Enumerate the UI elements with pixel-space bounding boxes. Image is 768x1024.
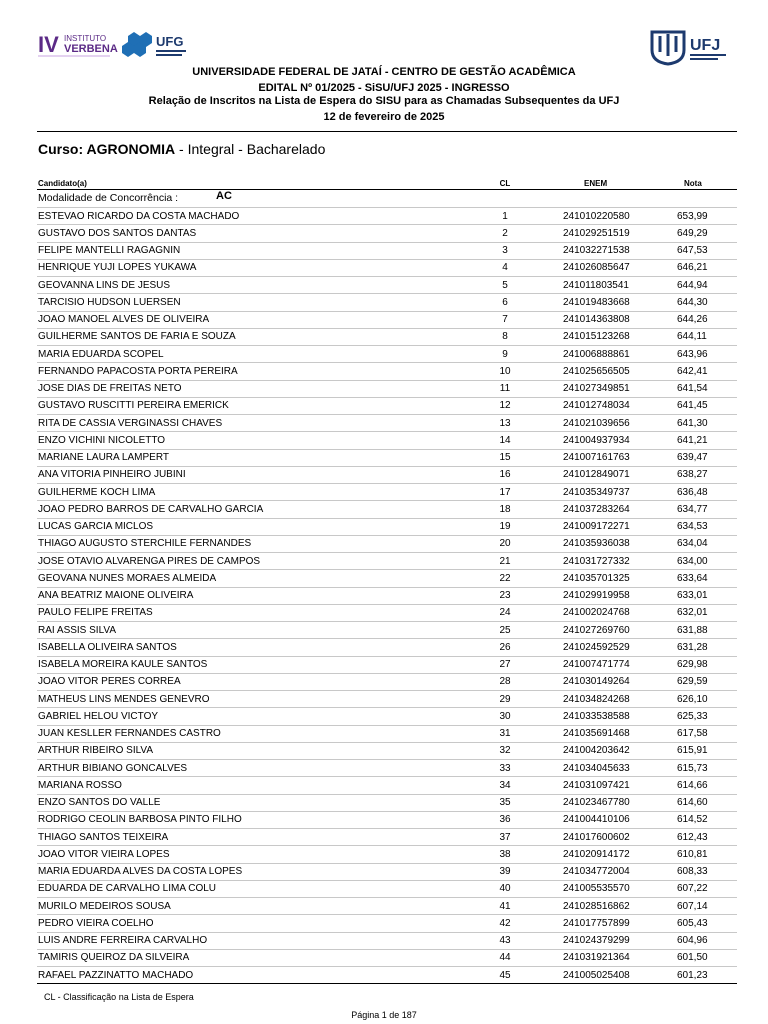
candidate-name: ENZO VICHINI NICOLETTO: [38, 434, 166, 446]
candidate-enem: 241015123268: [563, 331, 630, 343]
modalidade-value: AC: [216, 190, 232, 202]
candidate-cl: 38: [499, 848, 511, 860]
candidate-nota: 638,27: [677, 469, 708, 481]
candidate-nota: 617,58: [677, 728, 708, 739]
candidate-enem: 241010220580: [563, 210, 630, 222]
candidate-cl: 32: [499, 745, 511, 757]
candidate-cl: 5: [502, 279, 508, 291]
candidate-enem: 241034824268: [563, 693, 630, 705]
candidate-nota: 644,30: [677, 296, 708, 308]
candidate-cl: 14: [499, 434, 511, 446]
candidate-nota: 632,01: [677, 607, 708, 619]
candidate-name: ENZO SANTOS DO VALLE: [38, 797, 161, 808]
candidate-name: JOAO MANOEL ALVES DE OLIVEIRA: [38, 314, 210, 325]
table-row: [37, 328, 737, 345]
candidate-name: RAFAEL PAZZINATTO MACHADO: [38, 969, 194, 981]
candidate-cl: 21: [499, 555, 511, 567]
candidate-enem: 241007161763: [563, 452, 630, 463]
candidate-enem: 241019483668: [563, 296, 630, 308]
table-row: [37, 621, 737, 638]
candidate-nota: 615,91: [677, 745, 708, 757]
candidate-nota: 642,41: [677, 365, 708, 377]
candidate-name: GEOVANNA LINS DE JESUS: [38, 279, 171, 291]
candidate-cl: 10: [499, 365, 511, 377]
candidate-cl: 4: [502, 262, 508, 274]
candidate-enem: 241034772004: [563, 866, 630, 877]
table-row: [37, 431, 737, 448]
table-row: [37, 966, 737, 983]
table-row: [37, 397, 737, 414]
candidate-name: GEOVANA NUNES MORAES ALMEIDA: [38, 572, 217, 584]
table-row: [37, 569, 737, 586]
candidate-name: EDUARDA DE CARVALHO LIMA COLU: [38, 883, 217, 895]
table-row: [37, 949, 737, 966]
table-row: [37, 224, 737, 241]
candidate-enem: 241029251519: [563, 227, 630, 239]
candidate-enem: 241012748034: [563, 400, 630, 412]
table-row: [37, 362, 737, 379]
modalidade-row: [38, 190, 232, 204]
candidate-nota: 605,43: [677, 917, 708, 929]
candidate-nota: 634,04: [677, 538, 708, 550]
table-row: [37, 897, 737, 914]
candidate-nota: 631,28: [677, 641, 708, 653]
candidate-enem: 241005535570: [563, 883, 630, 895]
candidate-nota: 614,60: [677, 797, 708, 808]
table-row: [37, 863, 737, 880]
candidate-nota: 644,11: [677, 331, 707, 343]
table-row: [37, 673, 737, 690]
candidate-name: ANA BEATRIZ MAIONE OLIVEIRA: [38, 590, 194, 601]
candidate-name: ARTHUR BIBIANO GONCALVES: [38, 762, 188, 774]
candidate-cl: 17: [499, 486, 511, 498]
table-row: [37, 380, 737, 397]
table-row: [37, 932, 737, 949]
candidate-enem: 241035691468: [563, 728, 630, 739]
candidate-cl: 11: [499, 383, 511, 394]
candidate-nota: 634,77: [677, 503, 708, 515]
header-divider: [37, 131, 737, 132]
candidate-enem: 241005025408: [563, 969, 630, 981]
candidate-name: ESTEVAO RICARDO DA COSTA MACHADO: [38, 210, 240, 222]
table-row: [37, 828, 737, 845]
candidate-enem: 241004203642: [563, 745, 630, 757]
candidate-cl: 22: [499, 572, 511, 584]
candidate-list: [37, 207, 737, 983]
candidate-cl: 36: [499, 814, 511, 826]
candidate-name: LUCAS GARCIA MICLOS: [38, 521, 154, 532]
candidate-name: JOAO VITOR PERES CORREA: [38, 676, 181, 688]
ufj-logo-text: UFJ: [690, 37, 721, 54]
table-row: [37, 449, 737, 466]
table-row: [37, 552, 737, 569]
candidate-enem: 241012849071: [563, 469, 630, 481]
table-row: [37, 311, 737, 328]
candidate-enem: 241031727332: [563, 555, 630, 567]
candidate-name: RITA DE CASSIA VERGINASSI CHAVES: [38, 417, 223, 429]
header-institution: UNIVERSIDADE FEDERAL DE JATAÍ - CENTRO DE GESTÃO ACADÊMICA: [192, 66, 576, 78]
candidate-name: FELIPE MANTELLI RAGAGNIN: [38, 245, 181, 256]
table-row: [37, 725, 737, 742]
candidate-enem: 241027269760: [563, 624, 630, 636]
candidate-nota: 643,96: [677, 348, 708, 360]
candidate-name: ARTHUR RIBEIRO SILVA: [38, 745, 154, 757]
candidate-enem: 241031921364: [563, 952, 630, 964]
candidate-enem: 241014363808: [563, 314, 630, 325]
candidate-cl: 15: [499, 452, 511, 463]
candidate-nota: 607,14: [677, 900, 708, 912]
candidate-nota: 634,53: [677, 521, 708, 532]
table-row: [37, 414, 737, 431]
candidate-enem: 241035936038: [563, 538, 630, 550]
table-row: [37, 535, 737, 552]
candidate-nota: 615,73: [677, 762, 708, 774]
candidate-nota: 633,01: [677, 590, 708, 601]
candidate-name: ISABELA MOREIRA KAULE SANTOS: [38, 659, 208, 670]
table-row: [37, 656, 737, 673]
ufg-logo-text: UFG: [156, 34, 184, 49]
candidate-nota: 629,59: [677, 676, 708, 688]
candidate-cl: 8: [502, 331, 508, 343]
candidate-name: MURILO MEDEIROS SOUSA: [38, 900, 171, 912]
candidate-enem: 241031097421: [563, 779, 630, 791]
candidate-cl: 23: [499, 590, 511, 601]
table-row: [37, 690, 737, 707]
candidate-cl: 44: [499, 952, 511, 964]
candidate-enem: 241024379299: [563, 935, 630, 946]
candidate-enem: 241035349737: [563, 486, 630, 498]
candidate-enem: 241032271538: [563, 245, 630, 256]
candidate-cl: 45: [499, 969, 511, 981]
candidate-nota: 612,43: [677, 831, 708, 843]
table-row: [37, 707, 737, 724]
col-header-enem: ENEM: [584, 179, 608, 188]
candidate-enem: 241002024768: [563, 607, 630, 619]
candidate-name: TARCISIO HUDSON LUERSEN: [38, 296, 181, 308]
table-row: [37, 776, 737, 793]
table-row: [37, 345, 737, 362]
candidate-cl: 6: [502, 296, 508, 308]
candidate-nota: 614,52: [677, 814, 708, 826]
candidate-nota: 634,00: [677, 555, 708, 567]
table-header-divider: [37, 189, 737, 190]
candidate-enem: 241009172271: [563, 521, 630, 532]
candidate-cl: 37: [499, 831, 511, 843]
candidate-cl: 13: [499, 417, 511, 429]
table-row: [37, 242, 737, 259]
table-row: [37, 483, 737, 500]
table-row: [37, 587, 737, 604]
candidate-enem: 241021039656: [563, 417, 630, 429]
candidate-cl: 40: [499, 883, 511, 895]
candidate-enem: 241037283264: [563, 503, 630, 515]
header-edital: EDITAL Nº 01/2025 - SiSU/UFJ 2025 - INGRESSO: [258, 82, 510, 94]
page-number: Página 1 de 187: [351, 1010, 417, 1020]
table-row: [37, 742, 737, 759]
candidate-cl: 3: [502, 245, 508, 256]
table-row: [37, 759, 737, 776]
candidate-nota: 625,33: [677, 710, 708, 722]
candidate-nota: 641,45: [677, 400, 708, 412]
candidate-name: TAMIRIS QUEIROZ DA SILVEIRA: [38, 952, 190, 964]
candidate-enem: 241006888861: [563, 348, 630, 360]
candidate-nota: 647,53: [677, 245, 708, 256]
candidate-cl: 30: [499, 710, 511, 722]
header-relacao: Relação de Inscritos na Lista de Espera do SISU para as Chamadas Subsequentes da UFJ: [148, 95, 620, 107]
candidate-enem: 241024592529: [563, 641, 630, 653]
candidate-name: PEDRO VIEIRA COELHO: [38, 917, 154, 929]
candidate-enem: 241004410106: [563, 814, 630, 826]
candidate-cl: 33: [499, 762, 511, 774]
table-row: [37, 604, 737, 621]
table-row: [37, 276, 737, 293]
candidate-name: RODRIGO CEOLIN BARBOSA PINTO FILHO: [38, 814, 242, 826]
candidate-enem: 241027349851: [563, 383, 630, 394]
candidate-name: LUIS ANDRE FERREIRA CARVALHO: [38, 935, 208, 946]
candidate-nota: 636,48: [677, 486, 708, 498]
candidate-name: JOAO PEDRO BARROS DE CARVALHO GARCIA: [38, 503, 264, 515]
header-date: 12 de fevereiro de 2025: [323, 111, 445, 123]
table-row: [37, 293, 737, 310]
candidate-nota: 626,10: [677, 693, 708, 705]
table-row: [37, 518, 737, 535]
candidate-name: MARIANE LAURA LAMPERT: [38, 452, 169, 463]
table-row: [37, 914, 737, 931]
candidate-cl: 25: [499, 624, 511, 636]
candidate-nota: 641,54: [677, 383, 708, 394]
candidate-nota: 631,88: [677, 624, 708, 636]
table-row: [37, 880, 737, 897]
candidate-nota: 641,30: [677, 417, 708, 429]
candidate-name: GUSTAVO DOS SANTOS DANTAS: [38, 227, 197, 239]
candidate-name: MATHEUS LINS MENDES GENEVRO: [38, 693, 210, 705]
candidate-cl: 12: [499, 400, 511, 412]
candidate-name: PAULO FELIPE FREITAS: [38, 607, 153, 619]
table-row: [37, 794, 737, 811]
candidate-name: JOSE DIAS DE FREITAS NETO: [38, 383, 182, 394]
candidate-cl: 7: [502, 314, 508, 325]
table-row: [37, 845, 737, 862]
candidate-name: GUILHERME SANTOS DE FARIA E SOUZA: [38, 331, 236, 343]
candidate-enem: 241017600602: [563, 831, 630, 843]
table-row: [37, 638, 737, 655]
table-row: [37, 207, 737, 224]
candidate-enem: 241020914172: [563, 848, 630, 860]
candidate-nota: 653,99: [677, 210, 708, 222]
candidate-enem: 241025656505: [563, 365, 630, 377]
candidate-cl: 24: [499, 607, 511, 619]
if-logo-verbena: VERBENA: [64, 43, 118, 55]
col-header-cl: CL: [499, 179, 511, 188]
table-row: [37, 466, 737, 483]
candidate-nota: 639,47: [677, 452, 708, 463]
candidate-nota: 601,23: [677, 969, 708, 981]
candidate-nota: 633,64: [677, 572, 708, 584]
candidate-name: GABRIEL HELOU VICTOY: [38, 710, 159, 722]
candidate-name: JOAO VITOR VIEIRA LOPES: [38, 848, 170, 860]
candidate-nota: 610,81: [677, 848, 708, 860]
candidate-nota: 644,94: [677, 279, 708, 291]
candidate-name: GUILHERME KOCH LIMA: [38, 486, 156, 498]
table-row: [37, 811, 737, 828]
candidate-nota: 601,50: [677, 952, 708, 964]
table-row: [37, 500, 737, 517]
course-name: Curso: AGRONOMIA: [38, 141, 176, 157]
candidate-cl: 43: [499, 935, 511, 946]
if-verbena-logo: [38, 26, 198, 66]
candidate-enem: 241017757899: [563, 917, 630, 929]
candidate-nota: 604,96: [677, 935, 708, 946]
candidate-cl: 34: [499, 779, 511, 791]
candidate-name: JUAN KESLLER FERNANDES CASTRO: [38, 728, 221, 739]
candidate-cl: 41: [499, 900, 511, 912]
candidate-cl: 1: [502, 210, 508, 222]
candidate-name: MARIA EDUARDA SCOPEL: [38, 348, 164, 360]
candidate-cl: 42: [499, 917, 511, 929]
candidate-cl: 31: [499, 728, 511, 739]
candidate-cl: 27: [499, 659, 511, 670]
candidate-cl: 35: [499, 797, 511, 808]
candidate-nota: 607,22: [677, 883, 708, 895]
candidate-enem: 241033538588: [563, 710, 630, 722]
candidate-name: ISABELLA OLIVEIRA SANTOS: [38, 641, 177, 653]
candidate-cl: 9: [502, 348, 508, 360]
candidate-name: MARIA EDUARDA ALVES DA COSTA LOPES: [38, 866, 243, 877]
modalidade-label: Modalidade de Concorrência :: [38, 192, 179, 204]
candidate-cl: 16: [499, 469, 511, 481]
candidate-cl: 29: [499, 693, 511, 705]
if-logo-mark: IV: [38, 32, 59, 57]
candidate-cl: 28: [499, 676, 511, 688]
candidate-enem: 241007471774: [563, 659, 630, 670]
candidate-enem: 241029919958: [563, 590, 630, 601]
candidate-nota: 608,33: [677, 866, 708, 877]
candidate-name: HENRIQUE YUJI LOPES YUKAWA: [38, 262, 197, 274]
candidate-cl: 2: [502, 227, 508, 239]
table-bottom-divider: [37, 983, 737, 984]
candidate-enem: 241011803541: [563, 279, 629, 291]
ufg-hexagon-icon: [122, 32, 152, 57]
candidate-nota: 649,29: [677, 227, 708, 239]
candidate-nota: 646,21: [677, 262, 708, 274]
candidate-enem: 241026085647: [563, 262, 630, 274]
course-details: - Integral - Bacharelado: [175, 141, 326, 157]
candidate-name: RAI ASSIS SILVA: [38, 624, 116, 636]
candidate-name: GUSTAVO RUSCITTI PEREIRA EMERICK: [38, 400, 229, 412]
candidate-enem: 241023467780: [563, 797, 630, 808]
candidate-name: JOSE OTAVIO ALVARENGA PIRES DE CAMPOS: [38, 555, 261, 567]
candidate-cl: 18: [499, 503, 511, 515]
candidate-enem: 241035701325: [563, 572, 630, 584]
candidate-enem: 241034045633: [563, 762, 630, 774]
candidate-nota: 641,21: [677, 434, 708, 446]
footnote: CL - Classificação na Lista de Espera: [44, 992, 194, 1002]
candidate-cl: 26: [499, 641, 511, 653]
candidate-enem: 241030149264: [563, 676, 630, 688]
institution-logos: [38, 26, 198, 66]
ufj-logo: [648, 24, 744, 68]
candidate-nota: 614,66: [677, 779, 708, 791]
candidate-cl: 20: [499, 538, 511, 550]
candidate-cl: 19: [499, 521, 511, 532]
candidate-enem: 241004937934: [563, 434, 630, 446]
ufj-crest-icon: [648, 24, 744, 68]
candidate-name: THIAGO SANTOS TEIXEIRA: [38, 831, 169, 843]
candidate-nota: 644,26: [677, 314, 708, 325]
candidate-name: ANA VITORIA PINHEIRO JUBINI: [38, 469, 186, 481]
col-header-candidato: Candidato(a): [38, 179, 87, 188]
candidate-nota: 629,98: [677, 659, 708, 670]
candidate-cl: 39: [499, 866, 511, 877]
candidate-name: THIAGO AUGUSTO STERCHILE FERNANDES: [38, 538, 252, 550]
candidate-name: FERNANDO PAPACOSTA PORTA PEREIRA: [38, 365, 238, 377]
candidate-name: MARIANA ROSSO: [38, 779, 122, 791]
col-header-nota: Nota: [684, 179, 702, 188]
if-logo-instituto: INSTITUTO: [64, 34, 107, 43]
candidate-enem: 241028516862: [563, 900, 630, 912]
table-row: [37, 259, 737, 276]
course-title: [38, 141, 325, 157]
